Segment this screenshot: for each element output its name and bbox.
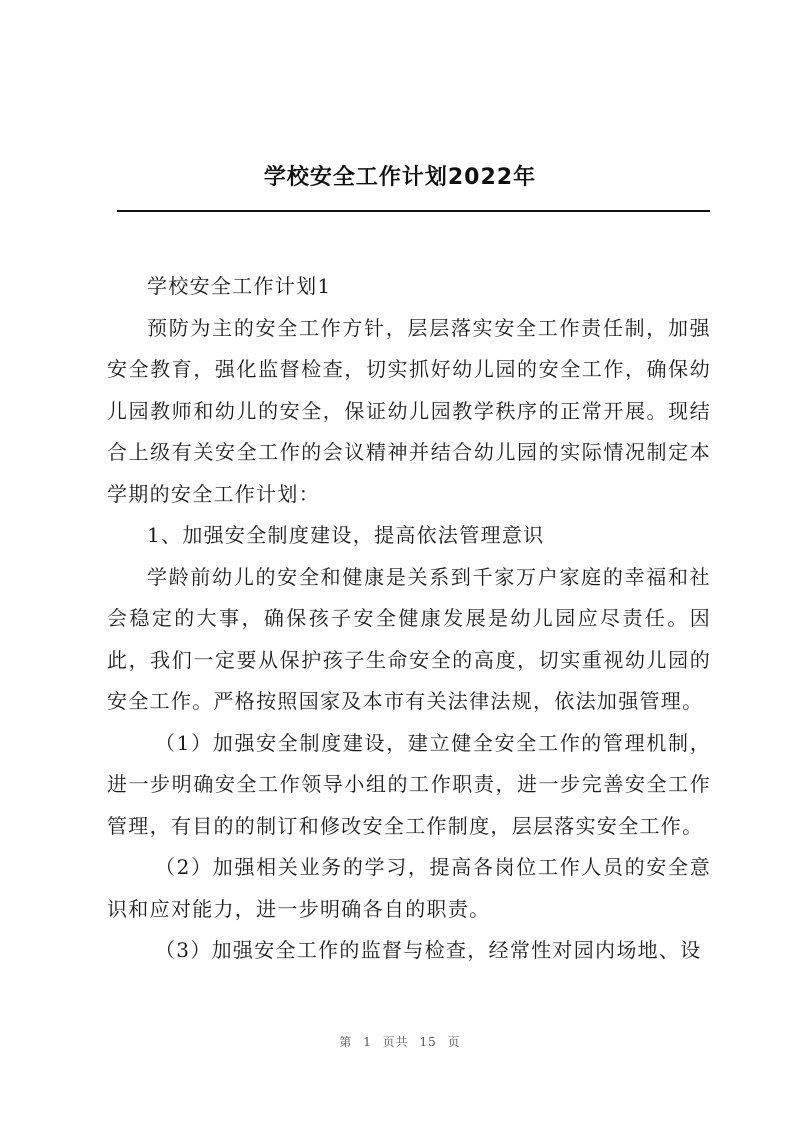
item-1: （1）加强安全制度建设，建立健全安全工作的管理机制，进一步明确安全工作领导小组的工作职责，进一步完善安全工作管理，有目的的制订和修改安全工作制度，层层落实安全工作。: [107, 730, 711, 838]
page-number-footer: 第 1 页共 15 页: [339, 1035, 461, 1049]
item-3: （3）加强安全工作的监督与检查，经常性对园内场地、设: [155, 938, 702, 962]
item-2: （2）加强相关业务的学习，提高各岗位工作人员的安全意识和应对能力，进一步明确各自的职责。: [107, 855, 711, 921]
document-title: 学校安全工作计划2022年: [263, 165, 537, 190]
paragraph-1: 学龄前幼儿的安全和健康是关系到千家万户家庭的幸福和社会稳定的大事，确保孩子安全健康发展是幼儿园应尽责任。因此，我们一定要从保护孩子生命安全的高度，切实重视幼儿园的安全工作。严格按照国家及本市有关法律法规，依法加强管理。: [107, 564, 711, 713]
intro-paragraph: 预防为主的安全工作方针，层层落实安全工作责任制，加强安全教育，强化监督检查，切实抓好幼儿园的安全工作，确保幼儿园教师和幼儿的安全，保证幼儿园教学秩序的正常开展。现结合上级有关安全工作的会议精神并结合幼儿园的实际情况制定本学期的安全工作计划：: [107, 315, 711, 506]
document-body: [107, 266, 711, 972]
heading-1: 1、加强安全制度建设，提高依法管理意识: [147, 523, 545, 547]
title-divider: [117, 210, 710, 212]
section-title: 学校安全工作计划1: [147, 274, 332, 298]
